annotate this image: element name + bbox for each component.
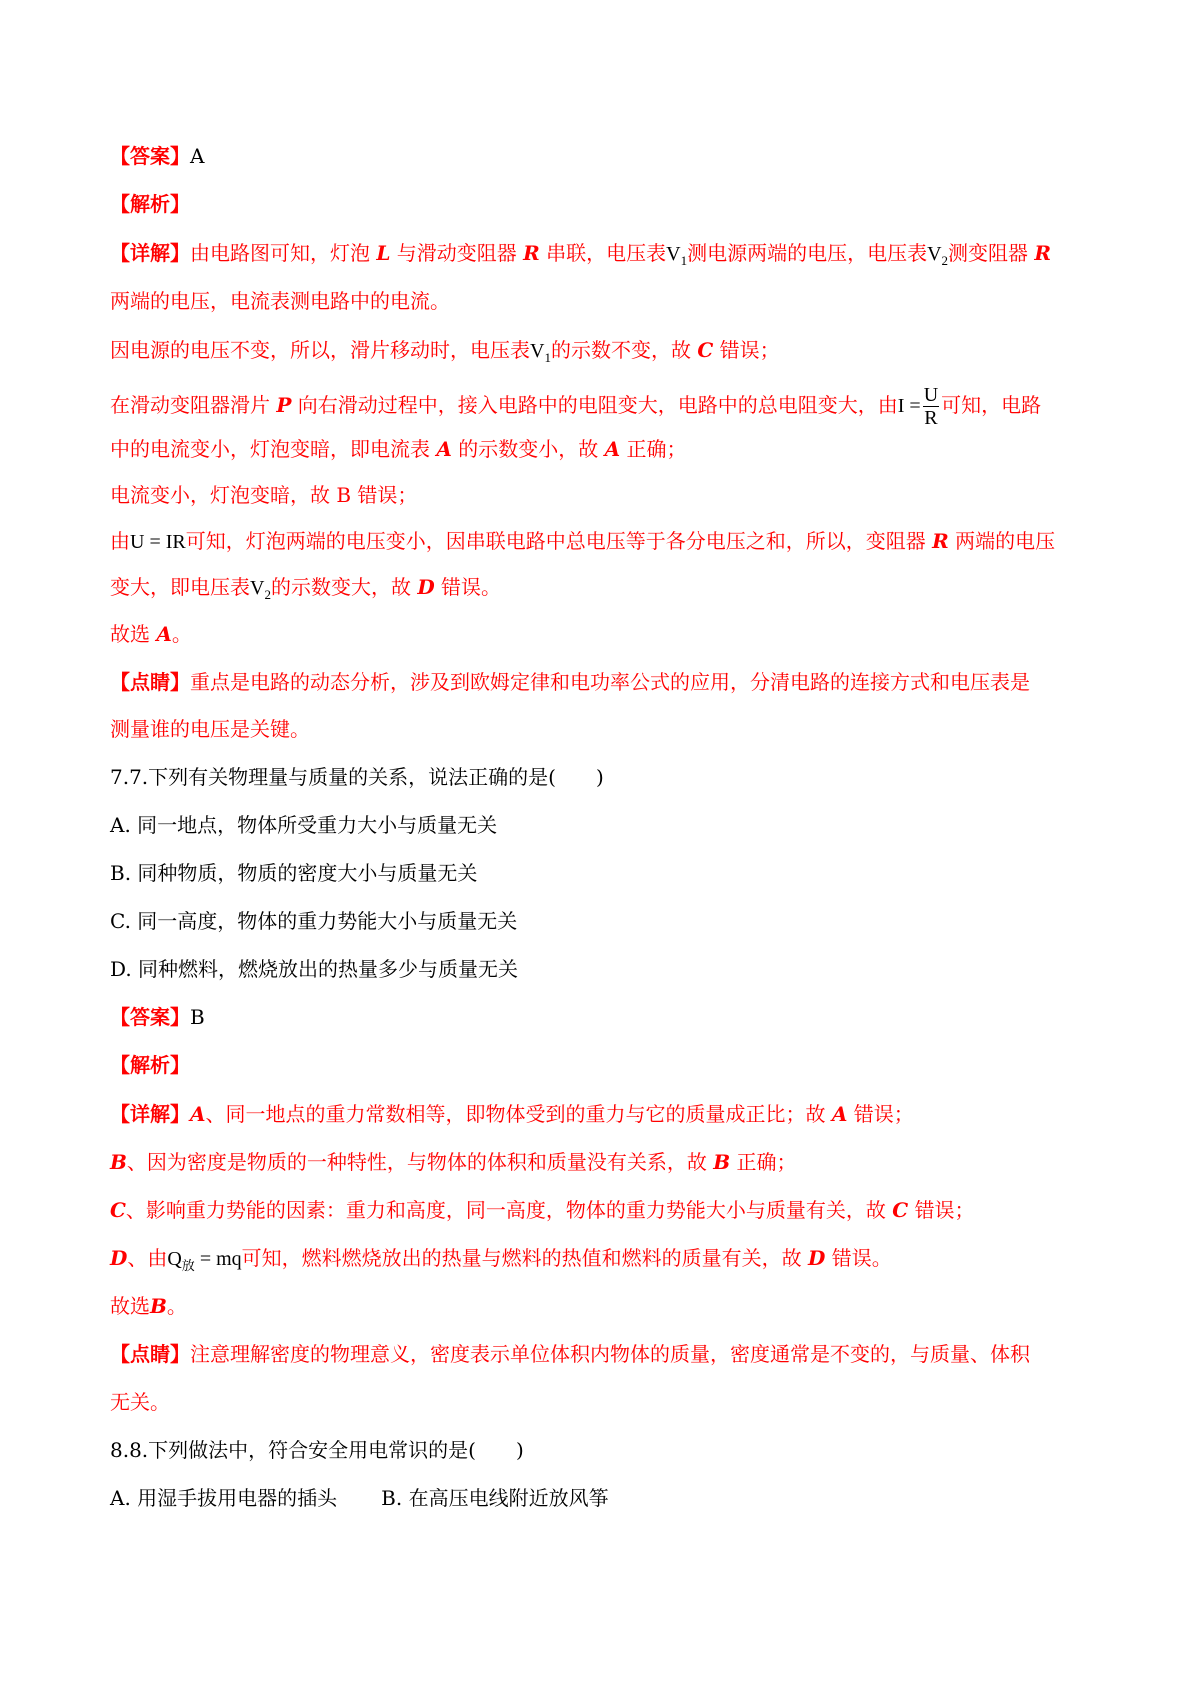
q6-answer: 【答案】A bbox=[110, 144, 205, 168]
q7-detail-b: B、因为密度是物质的一种特性，与物体的体积和质量没有关系，故 B 正确； bbox=[110, 1150, 797, 1174]
ohm-fraction: $\frac{U}{R}$ bbox=[923, 384, 939, 429]
q7-option-a: A. 同一地点，物体所受重力大小与质量无关 bbox=[110, 813, 498, 837]
q7-detail-a: 【详解】A、同一地点的重力常数相等，即物体受到的重力与它的质量成正比；故 A 错误； bbox=[110, 1102, 914, 1126]
q6-analysis-heading: 【解析】 bbox=[110, 192, 190, 216]
q7-option-b: B. 同种物质，物质的密度大小与质量无关 bbox=[110, 861, 478, 885]
q7-analysis-heading: 【解析】 bbox=[110, 1053, 190, 1077]
q7-option-d: D. 同种燃料，燃烧放出的热量多少与质量无关 bbox=[110, 957, 519, 981]
q8-stem: 8.8.下列做法中，符合安全用电常识的是( ) bbox=[110, 1438, 524, 1462]
q6-detail-line-1: 【详解】由电路图可知，灯泡 L 与滑动变阻器 R 串联，电压表$V_1$测电源两端的电压，电压表$V_2$测变阻器 R bbox=[110, 241, 1052, 268]
q8-options-row bbox=[110, 1485, 1110, 1511]
q6-choose: 故选 A。 bbox=[110, 622, 192, 646]
q8-option-a: A. 用湿手拔用电器的插头 bbox=[110, 1486, 338, 1510]
q6-point-line-1: 【点睛】重点是电路的动态分析，涉及到欧姆定律和电功率公式的应用，分清电路的连接方式和电压表是 bbox=[110, 670, 1030, 694]
q7-detail-d: D、由$Q_放$ = mq可知，燃料燃烧放出的热量与燃料的热值和燃料的质量有关，故 D 错误。 bbox=[110, 1246, 892, 1273]
q7-point-line-1: 【点睛】注意理解密度的物理意义，密度表示单位体积内物体的质量，密度通常是不变的，与质量、体积 bbox=[110, 1342, 1030, 1366]
q8-option-b: B. 在高压电线附近放风筝 bbox=[381, 1486, 609, 1510]
q6-detail-line-8: 变大，即电压表$V_2$的示数变大，故 D 错误。 bbox=[110, 575, 502, 602]
q6-detail-line-2: 两端的电压，电流表测电路中的电流。 bbox=[110, 289, 450, 313]
q6-detail-line-3: 因电源的电压不变，所以，滑片移动时，电压表$V_1$的示数不变，故 C 错误； bbox=[110, 338, 780, 365]
q7-point-line-2: 无关。 bbox=[110, 1390, 170, 1414]
q7-answer: 【答案】B bbox=[110, 1005, 205, 1029]
q6-detail-line-5: 中的电流变小，灯泡变暗，即电流表 A 的示数变小，故 A 正确； bbox=[110, 437, 687, 461]
q6-detail-line-4: 在滑动变阻器滑片 P 向右滑动过程中，接入电路中的电阻变大，电路中的总电阻变大，由I = $\frac{U}{R}$ 可知，电路 bbox=[110, 384, 1042, 429]
q7-detail-c: C、影响重力势能的因素：重力和高度，同一高度，物体的重力势能大小与质量有关，故 C 错误； bbox=[110, 1198, 975, 1222]
q7-option-c: C. 同一高度，物体的重力势能大小与质量无关 bbox=[110, 909, 518, 933]
q6-point-line-2: 测量谁的电压是关键。 bbox=[110, 717, 310, 741]
q6-detail-line-6: 电流变小，灯泡变暗，故 B 错误； bbox=[110, 483, 418, 507]
q6-detail-line-7: 由U = IR可知，灯泡两端的电压变小，因串联电路中总电压等于各分电压之和，所以，变阻器 R 两端的电压 bbox=[110, 529, 1056, 553]
q7-choose: 故选B。 bbox=[110, 1294, 187, 1318]
q7-stem: 7.7.下列有关物理量与质量的关系，说法正确的是( ) bbox=[110, 765, 604, 789]
